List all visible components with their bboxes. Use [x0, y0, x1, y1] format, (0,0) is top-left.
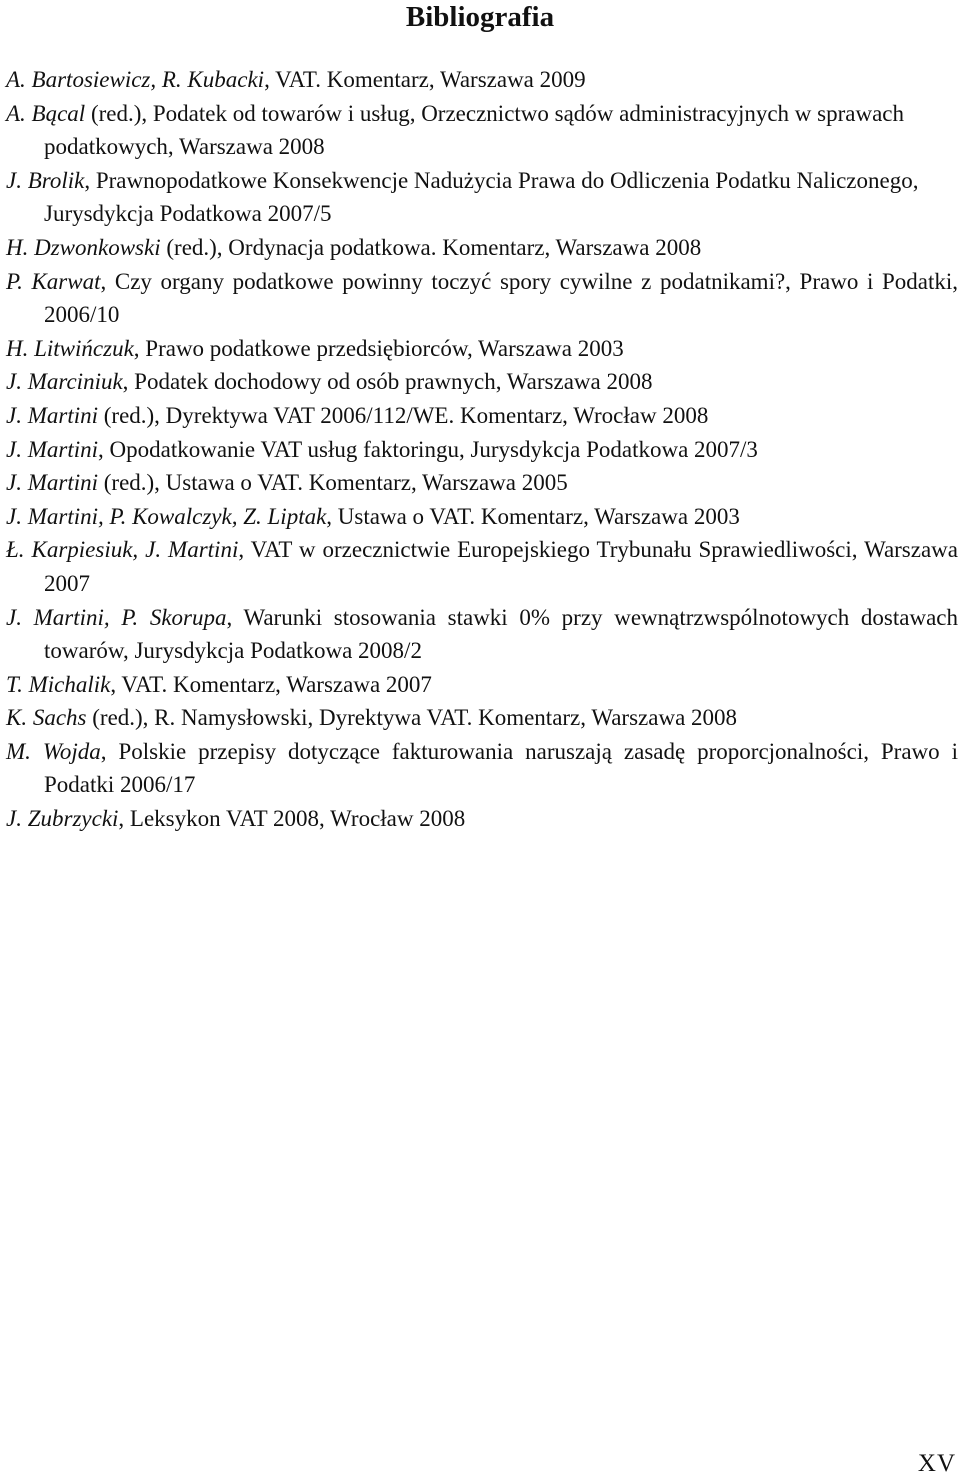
entry-details: (red.), Dyrektywa VAT 2006/112/WE. Komentarz, Wrocław 2008: [98, 402, 709, 428]
page-title: Bibliografia: [405, 1, 555, 33]
bibliography-entry: [6, 365, 958, 399]
entry-authors: J. Martini: [6, 470, 98, 496]
entry-details: (red.), Podatek od towarów i usług, Orzecznictwo sądów administracyjnych w sprawach podatkowych, Warszawa 2008: [44, 100, 905, 160]
entry-details: , Prawnopodatkowe Konsekwencje Nadużycia Prawa do Odliczenia Podatku Naliczonego, Jurysdykcja Podatkowa 2007/5: [44, 167, 919, 227]
bibliography-entry: [6, 466, 958, 500]
bibliography-entry: [6, 164, 958, 231]
entry-authors: A. Bartosiewicz, R. Kubacki: [6, 67, 265, 92]
bibliography-entry: [6, 63, 958, 97]
entry-details: , Czy organy podatkowe powinny toczyć spory cywilne z podatnikami?, Prawo i Podatki, 2006/10: [44, 268, 959, 328]
entry-authors: J. Martini: [6, 402, 98, 428]
entry-authors: K. Sachs: [6, 705, 87, 731]
entry-details: (red.), Ustawa o VAT. Komentarz, Warszawa 2005: [98, 470, 568, 496]
bibliography-entry: [6, 332, 958, 366]
entry-authors: J. Martini: [6, 436, 98, 462]
entry-details: , Podatek dochodowy od osób prawnych, Warszawa 2008: [122, 369, 653, 395]
entry-details: , Opodatkowanie VAT usług faktoringu, Jurysdykcja Podatkowa 2007/3: [98, 436, 758, 462]
bibliography-entry: [6, 433, 958, 467]
entry-details: , Polskie przepisy dotyczące fakturowania naruszają zasadę proporcjonalności, Prawo i Podatki 2006/17: [44, 738, 958, 798]
entry-authors: H. Dzwonkowski: [6, 234, 161, 260]
entry-authors: A. Bącal: [6, 100, 86, 126]
bibliography-entry: [6, 668, 958, 702]
entry-authors: J. Zubrzycki: [6, 806, 119, 832]
entry-details: , Prawo podatkowe przedsiębiorców, Warszawa 2003: [133, 335, 624, 361]
bibliography-entry: [6, 802, 958, 836]
bibliography-entry: [6, 500, 958, 534]
entry-details: , VAT w orzecznictwie Europejskiego Trybunału Sprawiedliwości, Warszawa 2007: [44, 537, 958, 596]
entry-details: , Ustawa o VAT. Komentarz, Warszawa 2003: [326, 503, 740, 529]
entry-authors: J. Marciniuk: [6, 369, 123, 395]
entry-authors: H. Litwińczuk: [6, 335, 134, 361]
entry-authors: Ł. Karpiesiuk, J. Martini: [6, 537, 239, 563]
bibliography-entry: [6, 533, 958, 600]
entry-details: , VAT. Komentarz, Warszawa 2007: [110, 671, 432, 697]
bibliography-list: [6, 63, 958, 836]
entry-authors: J. Martini, P. Skorupa: [6, 604, 227, 630]
bibliography-entry: [6, 231, 958, 265]
bibliography-entry: [6, 265, 958, 332]
entry-details: (red.), R. Namysłowski, Dyrektywa VAT. Komentarz, Warszawa 2008: [86, 705, 738, 731]
bibliography-entry: [6, 701, 958, 735]
bibliography-entry: [6, 601, 958, 668]
entry-authors: T. Michalik: [6, 671, 111, 697]
entry-authors: J. Brolik: [6, 167, 85, 193]
bibliography-entry: [6, 399, 958, 433]
bibliography-entry: [6, 97, 958, 164]
entry-details: , Warunki stosowania stawki 0% przy wewnątrzwspólnotowych dostawach towarów, Jurysdykcja Podatkowa 2008/2: [44, 604, 959, 664]
entry-details: (red.), Ordynacja podatkowa. Komentarz, Warszawa 2008: [160, 234, 702, 260]
entry-details: , VAT. Komentarz, Warszawa 2009: [264, 67, 586, 92]
bibliography-entry: [6, 735, 958, 802]
entry-authors: J. Martini, P. Kowalczyk, Z. Liptak: [6, 503, 327, 529]
entry-authors: M. Wojda: [6, 738, 101, 764]
entry-authors: P. Karwat: [6, 268, 101, 294]
page-number: XV: [917, 1450, 956, 1477]
entry-details: , Leksykon VAT 2008, Wrocław 2008: [118, 806, 466, 832]
